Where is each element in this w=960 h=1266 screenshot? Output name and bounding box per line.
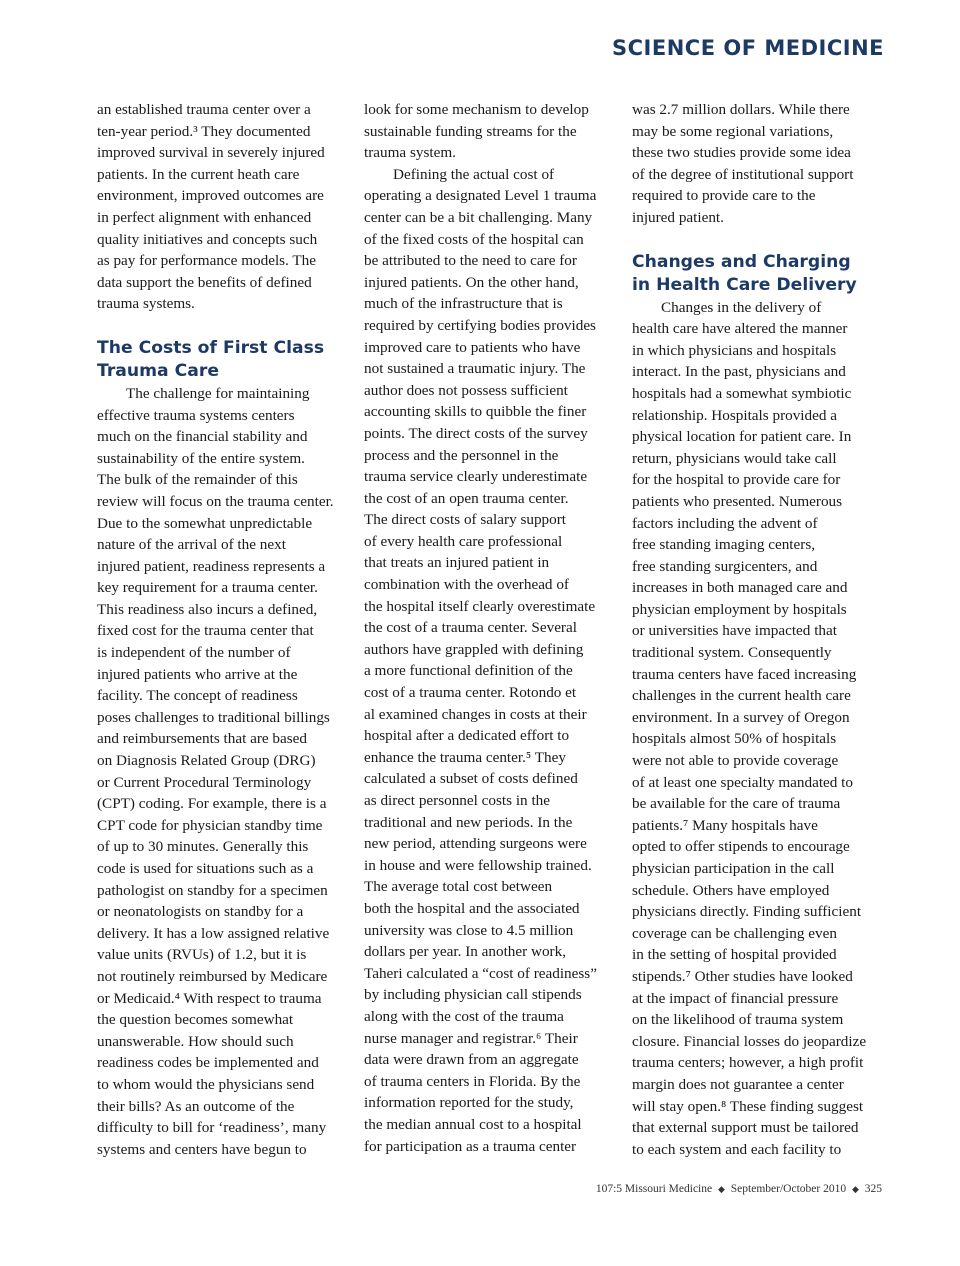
- text-line: The bulk of the remainder of this: [97, 471, 298, 489]
- text-line: in which physicians and hospitals: [632, 341, 837, 359]
- text-line: on the likelihood of trauma system: [632, 1011, 844, 1029]
- text-line: coverage can be challenging even: [632, 924, 837, 942]
- text-line: cost of a trauma center. Rotondo et: [364, 684, 577, 702]
- text-line: be attributed to the need to care for: [364, 252, 577, 270]
- text-line: physician employment by hospitals: [632, 600, 847, 618]
- diamond-separator: ◆: [851, 1184, 859, 1194]
- text-line: The challenge for maintaining: [126, 384, 310, 402]
- text-line: to each system and each facility to: [632, 1140, 842, 1158]
- text-line: review will focus on the trauma center.: [97, 492, 334, 510]
- text-line: unanswerable. How should such: [97, 1032, 294, 1050]
- text-line: or neonatologists on standby for a: [97, 903, 304, 921]
- text-line: hospitals almost 50% of hospitals: [632, 730, 837, 748]
- column-2: [364, 99, 616, 1157]
- diamond-separator: ◆: [717, 1184, 725, 1194]
- text-line: operating a designated Level 1 trauma: [364, 187, 597, 205]
- column-3: [632, 99, 884, 1160]
- text-line: free standing imaging centers,: [632, 536, 816, 554]
- text-line: university was close to 4.5 million: [364, 921, 574, 939]
- text-line: of at least one specialty mandated to: [632, 773, 853, 791]
- text-line: physician participation in the call: [632, 860, 835, 877]
- text-line: Changes and Charging: [632, 251, 851, 272]
- text-line: or universities have impacted that: [632, 622, 837, 640]
- text-line: closure. Financial losses do jeopardize: [632, 1032, 867, 1050]
- text-line: data support the benefits of defined: [97, 273, 312, 291]
- text-line: the median annual cost to a hospital: [364, 1115, 582, 1133]
- text-line: of trauma centers in Florida. By the: [364, 1072, 581, 1090]
- text-line: for participation as a trauma center: [364, 1137, 577, 1155]
- text-line: that external support must be tailored: [632, 1119, 859, 1137]
- text-line: dollars per year. In another work,: [364, 943, 567, 961]
- text-line: author does not possess sufficient: [364, 381, 568, 399]
- text-line: quality initiatives and concepts such: [97, 230, 318, 248]
- text-line: injured patients. On the other hand,: [364, 273, 579, 291]
- text-line: in Health Care Delivery: [632, 274, 857, 295]
- text-line: code is used for situations such as a: [97, 860, 314, 877]
- text-line: Defining the actual cost of: [393, 165, 555, 183]
- text-line: for the hospital to provide care for: [632, 471, 841, 489]
- text-line: physicians directly. Finding sufficient: [632, 903, 862, 921]
- text-line: challenges in the current health care: [632, 687, 851, 705]
- text-line: trauma system.: [364, 144, 456, 162]
- text-line: relationship. Hospitals provided a: [632, 406, 837, 424]
- text-line: value units (RVUs) of 1.2, but it is: [97, 946, 307, 964]
- text-line: Due to the somewhat unpredictable: [97, 514, 313, 532]
- text-line: delivery. It has a low assigned relative: [97, 924, 330, 942]
- text-line: or Current Procedural Terminology: [97, 773, 312, 791]
- text-line: process and the personnel in the: [364, 446, 559, 464]
- text-line: is independent of the number of: [97, 644, 291, 662]
- text-line: the hospital itself clearly overestimate: [364, 597, 596, 615]
- text-line: environment, improved outcomes are: [97, 187, 324, 205]
- text-line: not routinely reimbursed by Medicare: [97, 967, 328, 985]
- text-line: physical location for patient care. In: [632, 428, 852, 446]
- intro-paragraph: [97, 99, 349, 315]
- text-line: data were drawn from an aggregate: [364, 1051, 579, 1069]
- text-line: opted to offer stipends to encourage: [632, 838, 850, 856]
- body-paragraph: [632, 297, 884, 1161]
- text-line: in perfect alignment with enhanced: [97, 208, 312, 226]
- text-line: health care have altered the manner: [632, 320, 848, 338]
- text-line: an established trauma center over a: [97, 101, 311, 118]
- text-line: both the hospital and the associated: [364, 899, 580, 917]
- text-line: nurse manager and registrar.⁶ Their: [364, 1029, 578, 1047]
- text-line: may be some regional variations,: [632, 122, 834, 140]
- text-line: was 2.7 million dollars. While there: [632, 101, 850, 118]
- text-line: of every health care professional: [364, 532, 563, 550]
- text-line: much of the infrastructure that is: [364, 295, 563, 313]
- text-line: trauma centers have faced increasing: [632, 665, 857, 683]
- text-line: by including physician call stipends: [364, 986, 582, 1004]
- text-line: difficulty to bill for ‘readiness’, many: [97, 1119, 327, 1137]
- text-line: ten-year period.³ They documented: [97, 122, 311, 140]
- section-heading-costs: [97, 337, 349, 383]
- text-line: the question becomes somewhat: [97, 1011, 294, 1029]
- text-line: The average total cost between: [364, 878, 553, 896]
- text-line: factors including the advent of: [632, 514, 818, 532]
- text-line: required to provide care to the: [632, 187, 816, 205]
- text-line: of the fixed costs of the hospital can: [364, 230, 584, 248]
- text-line: a more functional definition of the: [364, 662, 573, 680]
- text-line: fixed cost for the trauma center that: [97, 622, 314, 640]
- text-line: hospitals had a somewhat symbiotic: [632, 384, 852, 402]
- text-line: free standing surgicenters, and: [632, 557, 818, 575]
- text-line: as pay for performance models. The: [97, 252, 317, 270]
- text-line: pathologist on standby for a specimen: [97, 881, 328, 899]
- text-line: points. The direct costs of the survey: [364, 424, 588, 442]
- text-line: center can be a bit challenging. Many: [364, 208, 593, 226]
- text-line: in house and were fellowship trained.: [364, 856, 592, 874]
- intro-paragraph: [632, 99, 884, 229]
- text-line: patients.⁷ Many hospitals have: [632, 816, 818, 834]
- column-1: [97, 99, 349, 1160]
- text-line: poses challenges to traditional billings: [97, 708, 330, 726]
- text-line: of the degree of institutional support: [632, 165, 854, 183]
- text-line: accounting skills to quibble the finer: [364, 403, 587, 421]
- text-line: (CPT) coding. For example, there is a: [97, 795, 327, 813]
- text-line: This readiness also incurs a defined,: [97, 600, 318, 618]
- text-line: combination with the overhead of: [364, 576, 569, 594]
- text-line: the cost of an open trauma center.: [364, 489, 569, 507]
- text-line: traditional system. Consequently: [632, 644, 832, 662]
- text-line: were not able to provide coverage: [632, 752, 839, 770]
- text-line: patients who presented. Numerous: [632, 492, 843, 510]
- text-line: to whom would the physicians send: [97, 1075, 315, 1093]
- text-line: along with the cost of the trauma: [364, 1007, 564, 1025]
- section-header: SCIENCE OF MEDICINE: [612, 36, 884, 60]
- text-line: at the impact of financial pressure: [632, 989, 839, 1007]
- text-line: their bills? As an outcome of the: [97, 1097, 295, 1115]
- text-line: return, physicians would take call: [632, 449, 837, 467]
- text-line: interact. In the past, physicians and: [632, 363, 846, 381]
- text-line: on Diagnosis Related Group (DRG): [97, 752, 316, 770]
- text-line: improved care to patients who have: [364, 338, 581, 356]
- text-line: Changes in the delivery of: [661, 298, 822, 316]
- text-line: sustainable funding streams for the: [364, 122, 577, 140]
- text-line: increases in both managed care and: [632, 579, 848, 597]
- page-number: 325: [864, 1183, 882, 1195]
- text-line: injured patients who arrive at the: [97, 665, 298, 683]
- text-line: environment. In a survey of Oregon: [632, 708, 850, 726]
- section-heading-changes: [632, 251, 884, 297]
- text-line: and reimbursements that are based: [97, 730, 308, 748]
- text-line: The direct costs of salary support: [364, 511, 567, 529]
- text-line: margin does not guarantee a center: [632, 1075, 844, 1093]
- text-line: CPT code for physician standby time: [97, 816, 323, 834]
- text-line: nature of the arrival of the next: [97, 536, 286, 554]
- text-line: not sustained a traumatic injury. The: [364, 360, 586, 378]
- text-line: Trauma Care: [97, 360, 219, 381]
- body-paragraph: [97, 383, 349, 1160]
- text-line: look for some mechanism to develop: [364, 101, 589, 118]
- text-line: calculated a subset of costs defined: [364, 770, 578, 788]
- text-line: injured patient.: [632, 208, 724, 226]
- text-line: as direct personnel costs in the: [364, 792, 550, 809]
- text-line: Taheri calculated a “cost of readiness”: [364, 964, 597, 982]
- text-line: much on the financial stability and: [97, 428, 308, 446]
- text-line: facility. The concept of readiness: [97, 687, 298, 705]
- text-line: or Medicaid.⁴ With respect to trauma: [97, 989, 322, 1007]
- text-line: al examined changes in costs at their: [364, 705, 587, 723]
- footer-date: September/October 2010: [730, 1183, 847, 1195]
- text-line: traditional and new periods. In the: [364, 813, 573, 831]
- text-line: will stay open.⁸ These finding suggest: [632, 1097, 864, 1115]
- text-line: information reported for the study,: [364, 1094, 574, 1112]
- text-line: the cost of a trauma center. Several: [364, 619, 577, 637]
- text-line: trauma systems.: [97, 295, 195, 313]
- text-line: systems and centers have begun to: [97, 1140, 307, 1158]
- text-line: required by certifying bodies provides: [364, 316, 596, 334]
- paragraph-continued: [364, 99, 616, 164]
- text-line: authors have grappled with defining: [364, 640, 584, 658]
- text-line: effective trauma systems centers: [97, 406, 295, 424]
- text-line: be available for the care of trauma: [632, 795, 841, 813]
- text-line: trauma service clearly underestimate: [364, 468, 588, 486]
- body-paragraph: [364, 164, 616, 1157]
- text-line: key requirement for a trauma center.: [97, 579, 318, 597]
- text-line: injured patient, readiness represents a: [97, 557, 326, 575]
- text-line: in the setting of hospital provided: [632, 946, 837, 964]
- text-line: sustainability of the entire system.: [97, 449, 305, 467]
- text-line: improved survival in severely injured: [97, 144, 325, 162]
- text-line: of up to 30 minutes. Generally this: [97, 838, 309, 856]
- text-line: stipends.⁷ Other studies have looked: [632, 967, 853, 985]
- text-line: these two studies provide some idea: [632, 144, 851, 162]
- text-line: The Costs of First Class: [97, 337, 325, 358]
- footer-volume: 107:5 Missouri Medicine: [595, 1183, 713, 1195]
- page-footer: [596, 1183, 882, 1195]
- text-line: schedule. Others have employed: [632, 881, 830, 899]
- text-line: readiness codes be implemented and: [97, 1054, 319, 1072]
- text-line: patients. In the current heath care: [97, 165, 300, 183]
- text-line: hospital after a dedicated effort to: [364, 727, 570, 745]
- text-line: enhance the trauma center.⁵ They: [364, 748, 566, 766]
- text-line: trauma centers; however, a high profit: [632, 1054, 864, 1072]
- text-line: new period, attending surgeons were: [364, 835, 587, 853]
- text-line: that treats an injured patient in: [364, 554, 550, 572]
